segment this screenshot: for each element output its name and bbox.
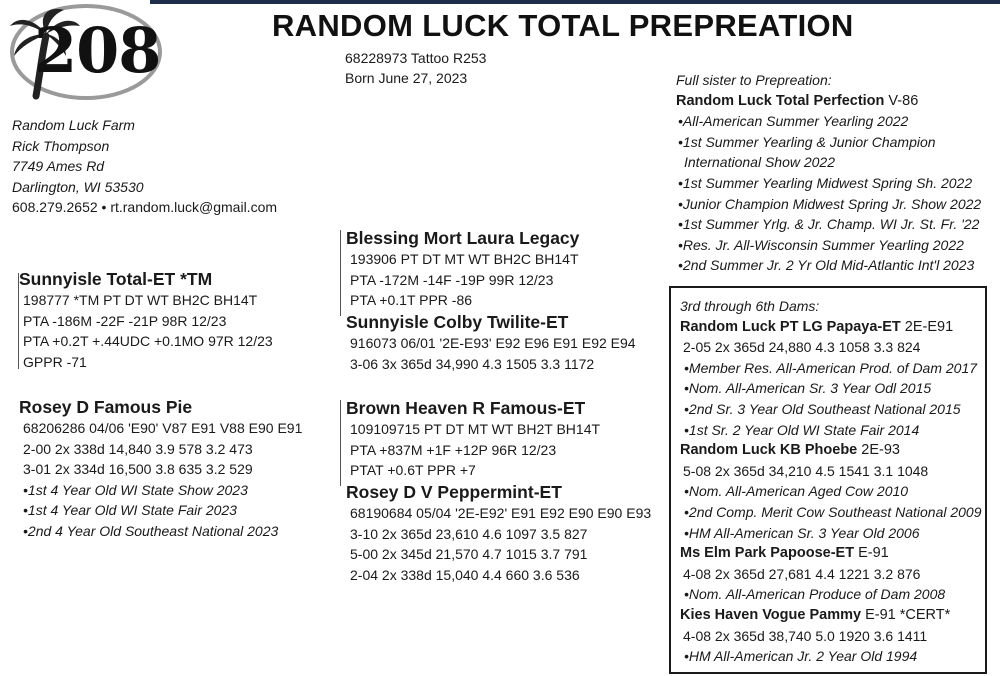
sire-line: 198777 *TM PT DT WT BH2C BH14T <box>23 292 258 308</box>
ancestral-dams-header: 3rd through 6th Dams: <box>680 298 820 314</box>
dam-achievement: •1st 4 Year Old WI State Fair 2023 <box>23 502 237 519</box>
sister-achievement: •2nd Summer Jr. 2 Yr Old Mid-Atlantic Int'l 2023 <box>678 257 975 274</box>
sire-line: PTA -186M -22F -21P 98R 12/23 <box>23 312 227 329</box>
sire-name: Sunnyisle Total-ET *TM <box>19 269 213 289</box>
ancestral-dam-name-line <box>680 317 985 338</box>
sire-line: GPPR -71 <box>23 353 87 370</box>
dam-sire-bracket <box>340 400 342 486</box>
city-state-zip: Darlington, WI 53530 <box>12 178 144 195</box>
dam-achievement: •1st 4 Year Old WI State Show 2023 <box>23 481 248 498</box>
registration-info <box>345 48 486 88</box>
registration-tattoo: 68228973 Tattoo R253 <box>345 50 487 66</box>
ancestral-dam-record: 4-08 2x 365d 38,740 5.0 1920 3.6 1411 <box>683 627 928 644</box>
ancestral-dam-record: 4-08 2x 365d 27,681 4.4 1221 3.2 876 <box>683 565 921 582</box>
ancestral-dam-classification: E-91 *CERT* <box>861 606 951 623</box>
sister-achievement: •All-American Summer Yearling 2022 <box>678 113 909 130</box>
ancestral-dam-classification: 2E-93 <box>857 442 900 459</box>
ancestral-dam-achievement: •HM All-American Jr. 2 Year Old 1994 <box>684 648 918 665</box>
farm-name: Random Luck Farm <box>12 117 135 133</box>
sister-achievement: •1st Summer Yearling & Junior Champion <box>678 133 936 150</box>
sire-dam-name: Sunnyisle Colby Twilite-ET <box>346 312 569 332</box>
ancestral-dam-achievement: •2nd Comp. Merit Cow Southeast National 2009 <box>684 503 982 520</box>
ancestral-dam-achievement: •1st Sr. 2 Year Old WI State Fair 2014 <box>684 421 920 438</box>
full-sister-classification: V-86 <box>884 92 919 109</box>
dam-sire-line: PTA +837M +1F +12P 96R 12/23 <box>350 441 557 458</box>
dam-sire-line: 109109715 PT DT MT WT BH2T BH14T <box>350 421 601 437</box>
sire-sire-name: Blessing Mort Laura Legacy <box>346 228 580 248</box>
dam-line: 68206286 04/06 'E90' V87 E91 V88 E90 E91 <box>23 420 303 436</box>
contact-info: 608.279.2652 • rt.random.luck@gmail.com <box>12 199 278 216</box>
sister-achievement: •1st Summer Yearling Midwest Spring Sh. 2022 <box>678 174 973 191</box>
dam-sire-block <box>346 397 600 481</box>
ancestral-dam-classification: 2E-E91 <box>900 318 954 335</box>
ancestral-dam-achievement: •HM All-American Sr. 3 Year Old 2006 <box>684 524 920 541</box>
ancestral-dam-name: Ms Elm Park Papoose-ET <box>680 545 855 562</box>
dam-dam-line: 5-00 2x 345d 21,570 4.7 1015 3.7 791 <box>350 546 588 563</box>
ancestral-dam-achievement: •2nd Sr. 3 Year Old Southeast National 2015 <box>684 400 961 417</box>
ancestral-dam-achievement: •Nom. All-American Aged Cow 2010 <box>684 483 909 500</box>
ancestral-dam-record: 5-08 2x 365d 34,210 4.5 1541 3.1 1048 <box>683 462 929 479</box>
street-address: 7749 Ames Rd <box>12 158 105 175</box>
ancestral-dam-record: 2-05 2x 365d 24,880 4.3 1058 3.3 824 <box>683 339 921 356</box>
dam-dam-line: 68190684 05/04 '2E-E92' E91 E92 E90 E90 E93 <box>350 505 652 521</box>
owner-name: Rick Thompson <box>12 137 110 154</box>
sister-achievement: •1st Summer Yrlg. & Jr. Champ. WI Jr. St. Fr. '22 <box>678 216 980 233</box>
ancestral-dam-achievement: •Nom. All-American Sr. 3 Year Odl 2015 <box>684 380 932 397</box>
dam-sire-line: PTAT +0.6T PPR +7 <box>350 462 476 479</box>
sister-achievement: International Show 2022 <box>684 154 835 171</box>
sire-block <box>19 268 273 372</box>
lot-number: 208 <box>34 14 161 87</box>
sire-sire-bracket <box>340 230 342 316</box>
full-sister-name-line <box>676 91 981 112</box>
dam-line: 2-00 2x 338d 14,840 3.9 578 3.2 473 <box>23 440 253 457</box>
ancestral-dam-name: Kies Haven Vogue Pammy <box>680 606 862 623</box>
sire-line: PTA +0.2T +.44UDC +0.1MO 97R 12/23 <box>23 333 273 350</box>
sire-dam-line: 3-06 3x 365d 34,990 4.3 1505 3.3 1172 <box>350 355 595 372</box>
ancestral-dam-name-line <box>680 605 985 626</box>
dam-block <box>19 396 302 542</box>
dam-dam-name: Rosey D V Peppermint-ET <box>346 482 562 502</box>
sister-achievement: •Res. Jr. All-Wisconsin Summer Yearling 2022 <box>678 236 964 253</box>
sire-sire-line: PTA +0.1T PPR -86 <box>350 292 473 309</box>
animal-title: RANDOM LUCK TOTAL PREPREATION <box>272 8 854 43</box>
sire-sire-block <box>346 227 579 311</box>
ancestral-dam-name-line <box>680 543 985 564</box>
header-rule <box>150 0 1000 4</box>
ancestral-dam-achievement: •Nom. All-American Produce of Dam 2008 <box>684 586 946 603</box>
ancestral-dam-achievement: •Member Res. All-American Prod. of Dam 2017 <box>684 359 978 376</box>
ancestral-dams-box <box>669 286 987 674</box>
ancestral-dam-classification: E-91 <box>854 545 889 562</box>
full-sister-section <box>676 70 981 276</box>
full-sister-name: Random Luck Total Perfection <box>676 92 885 109</box>
sister-achievement: •Junior Champion Midwest Spring Jr. Show 2022 <box>678 195 982 212</box>
dam-name: Rosey D Famous Pie <box>19 397 193 417</box>
dam-achievement: •2nd 4 Year Old Southeast National 2023 <box>23 522 279 539</box>
sire-dam-line: 916073 06/01 '2E-E93' E92 E96 E91 E92 E94 <box>350 335 636 351</box>
full-sister-header: Full sister to Prepreation: <box>676 72 832 88</box>
dam-line: 3-01 2x 334d 16,500 3.8 635 3.2 529 <box>23 461 253 478</box>
dam-sire-name: Brown Heaven R Famous-ET <box>346 398 586 418</box>
ancestral-dam-name: Random Luck KB Phoebe <box>680 442 858 459</box>
sire-sire-line: PTA -172M -14F -19P 99R 12/23 <box>350 271 554 288</box>
dam-dam-line: 3-10 2x 365d 23,610 4.6 1097 3.5 827 <box>350 525 588 542</box>
ancestral-dam-name-line <box>680 440 985 461</box>
birth-date: Born June 27, 2023 <box>345 70 468 86</box>
dam-dam-line: 2-04 2x 338d 15,040 4.4 660 3.6 536 <box>350 566 580 583</box>
ancestral-dam-name: Random Luck PT LG Papaya-ET <box>680 318 901 335</box>
sire-sire-line: 193906 PT DT MT WT BH2C BH14T <box>350 251 579 267</box>
consignor-info <box>12 115 277 218</box>
dam-dam-block <box>346 481 651 585</box>
sire-dam-block <box>346 311 636 374</box>
